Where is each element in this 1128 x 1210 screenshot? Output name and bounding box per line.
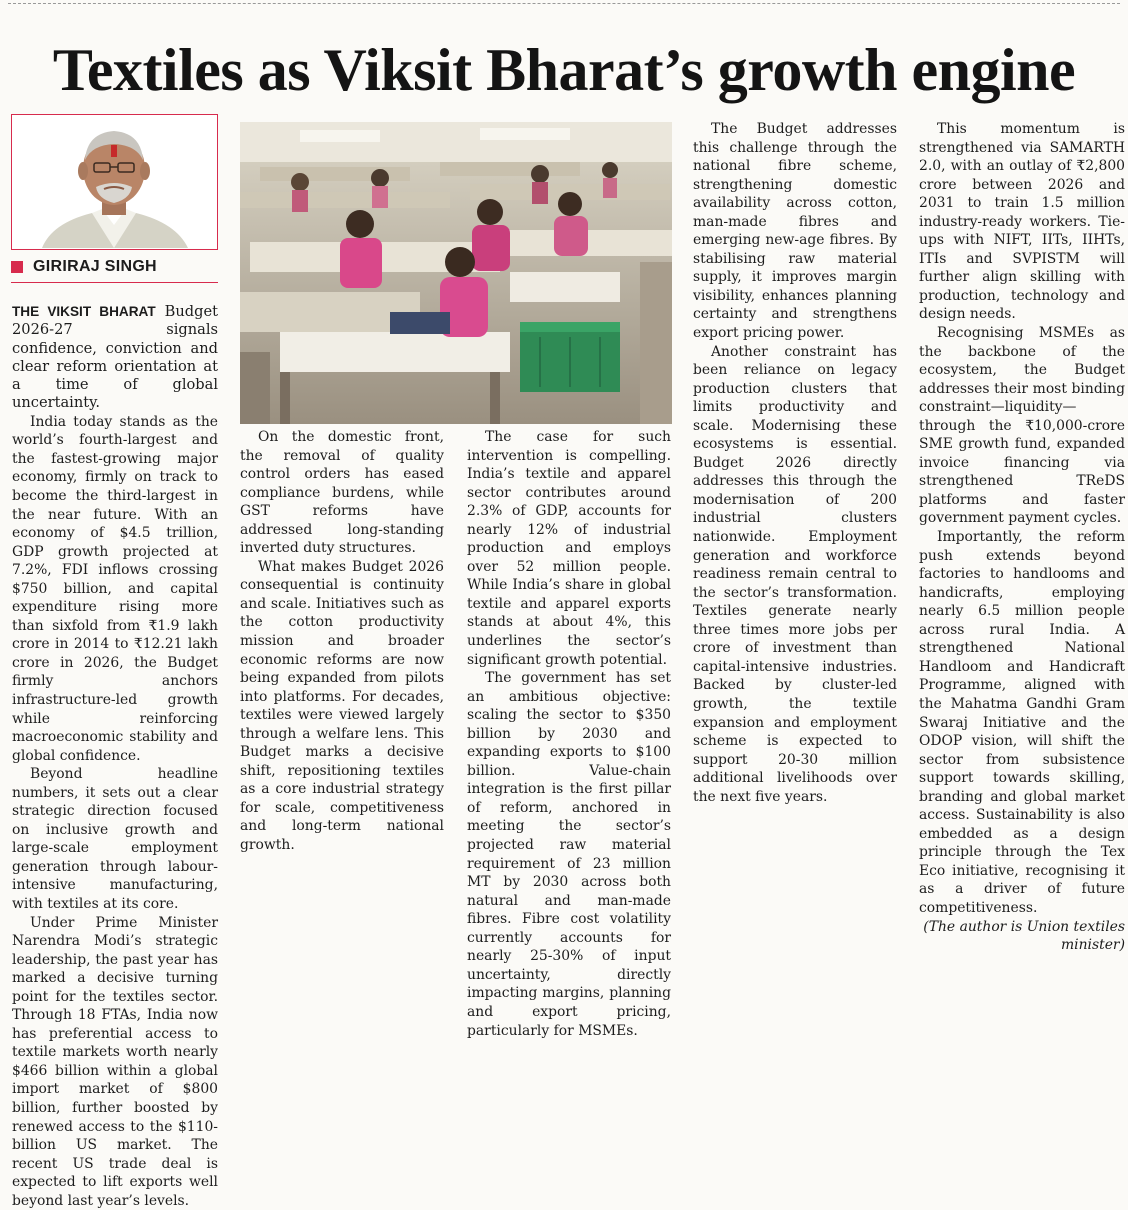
body-paragraph: The government has set an ambitious objective: scaling the sector to $350 billion by 2030 and expanding exports to $100 billion. Value-chain integration is the first pillar of reform, anchored in meeting the sector’s projected raw material requirement of 23 million MT by 2030 across both natural and man-made fibres. Fibre cost volatility currently accounts for nearly 25-30% of input uncertainty, directly impacting margins, planning and export pricing, particularly for MSMEs.	[467, 670, 671, 1039]
body-paragraph: Another constraint has been reliance on legacy production clusters that limits productivity and scale. Modernising these ecosystems is essential. Budget 2026 directly addresses this through the modernisation of 200 industrial clusters nationwide. Employment generation and workforce readiness remain central to the sector’s transformation. Textiles generate nearly three times more jobs per crore of investment than capital-intensive industries. Backed by cluster-led growth, the textile expansion and employment scheme is expected to support 20-30 million additional livelihoods over the next five years.	[693, 343, 897, 805]
article-column-3	[467, 428, 671, 1039]
author-byline	[11, 256, 218, 278]
body-paragraph: Importantly, the reform push extends beyond factories to handlooms and handicrafts, employing nearly 6.5 million people across rural India. A strengthened National Handloom and Handicraft Programme, aligned with the Mahatma Gandhi Gram Swaraj Initiative and the ODOP vision, will shift the sector from subsistence support towards skilling, branding and global market access. Sustainability is also embedded as a design principle through the Tex Eco initiative, recognising it as a driver of future competitiveness.	[919, 529, 1125, 916]
article-column-5	[919, 120, 1125, 954]
byline-square-icon	[11, 261, 23, 273]
byline-rule	[11, 282, 218, 283]
lead-paragraph	[12, 303, 218, 413]
lead-caps: THE VIKSIT BHARAT	[12, 304, 156, 319]
body-paragraph: This momentum is strengthened via SAMARTH 2.0, with an outlay of ₹2,800 crore between 2026 and 2031 to train 1.5 million industry-ready workers. Tie-ups with NIFT, IITs, IIHTs, ITIs and SVPISTM will further align skilling with production, technology and design needs.	[919, 121, 1125, 323]
body-paragraph: Under Prime Minister Narendra Modi’s strategic leadership, the past year has marked a decisive turning point for the textiles sector. Through 18 FTAs, India now has preferential access to textile markets worth nearly $466 billion within a global import market of $800 billion, further boosted by renewed access to the $110-billion US market. The recent US trade deal is expected to lift exports well beyond last year’s levels.	[12, 914, 218, 1209]
headline: Textiles as Viksit Bharat’s growth engine	[52, 37, 1076, 103]
article-column-4	[693, 120, 897, 859]
factory-photo	[240, 122, 672, 424]
top-dashed-rule	[8, 3, 1120, 4]
body-paragraph: Recognising MSMEs as the backbone of the ecosystem, the Budget addresses their most binding constraint—liquidity—through the ₹10,000-crore SME growth fund, expanded invoice financing via strengthened TReDS platforms and faster government payment cycles.	[919, 325, 1125, 527]
lead-text: Budget 2026-27 signals confidence, conviction and clear reform orientation at a time of global uncertainty.	[12, 303, 218, 412]
body-paragraph: Beyond headline numbers, it sets out a clear strategic direction focused on inclusive growth and large-scale employment generation through labour-intensive manufacturing, with textiles at its core.	[12, 766, 218, 912]
body-paragraph: The Budget addresses this challenge through the national fibre scheme, strengthening domestic availability across cotton, man-made fibres and emerging new-age fibres. By stabilising raw material supply, it improves margin visibility, enhances planning certainty and strengthens export pricing power.	[693, 121, 897, 342]
article-column-2	[240, 428, 444, 859]
body-paragraph: What makes Budget 2026 consequential is continuity and scale. Initiatives such as the cotton productivity mission and broader economic reforms are now being expanded from pilots into platforms. For decades, textiles were viewed largely through a welfare lens. This Budget marks a decisive shift, repositioning textiles as a core industrial strategy for scale, competitiveness and long-term national growth.	[240, 558, 444, 854]
author-name: GIRIRAJ SINGH	[33, 258, 157, 275]
author-portrait	[11, 114, 218, 250]
body-paragraph: The case for such intervention is compelling. India’s textile and apparel sector contributes around 2.3% of GDP, accounts for nearly 12% of industrial production and employs over 52 million people. While India’s share in global textile and apparel exports stands at about 4%, this underlines the sector’s significant growth potential.	[467, 429, 671, 668]
body-paragraph: India today stands as the world’s fourth-largest and the fastest-growing major economy, firmly on track to become the third-largest in the near future. With an economy of $4.5 trillion, GDP growth projected at 7.2%, FDI inflows crossing $750 billion, and capital expenditure rising more than sixfold from ₹1.9 lakh crore in 2014 to ₹12.21 lakh crore in 2026, the Budget firmly anchors infrastructure-led growth while reinforcing macroeconomic stability and global confidence.	[12, 413, 218, 764]
body-paragraph: On the domestic front, the removal of quality control orders has eased compliance burdens, while GST reforms have addressed long-standing inverted duty structures.	[240, 429, 444, 557]
author-credit: (The author is Union textiles minister)	[923, 918, 1125, 954]
article-column-1	[12, 303, 218, 1209]
